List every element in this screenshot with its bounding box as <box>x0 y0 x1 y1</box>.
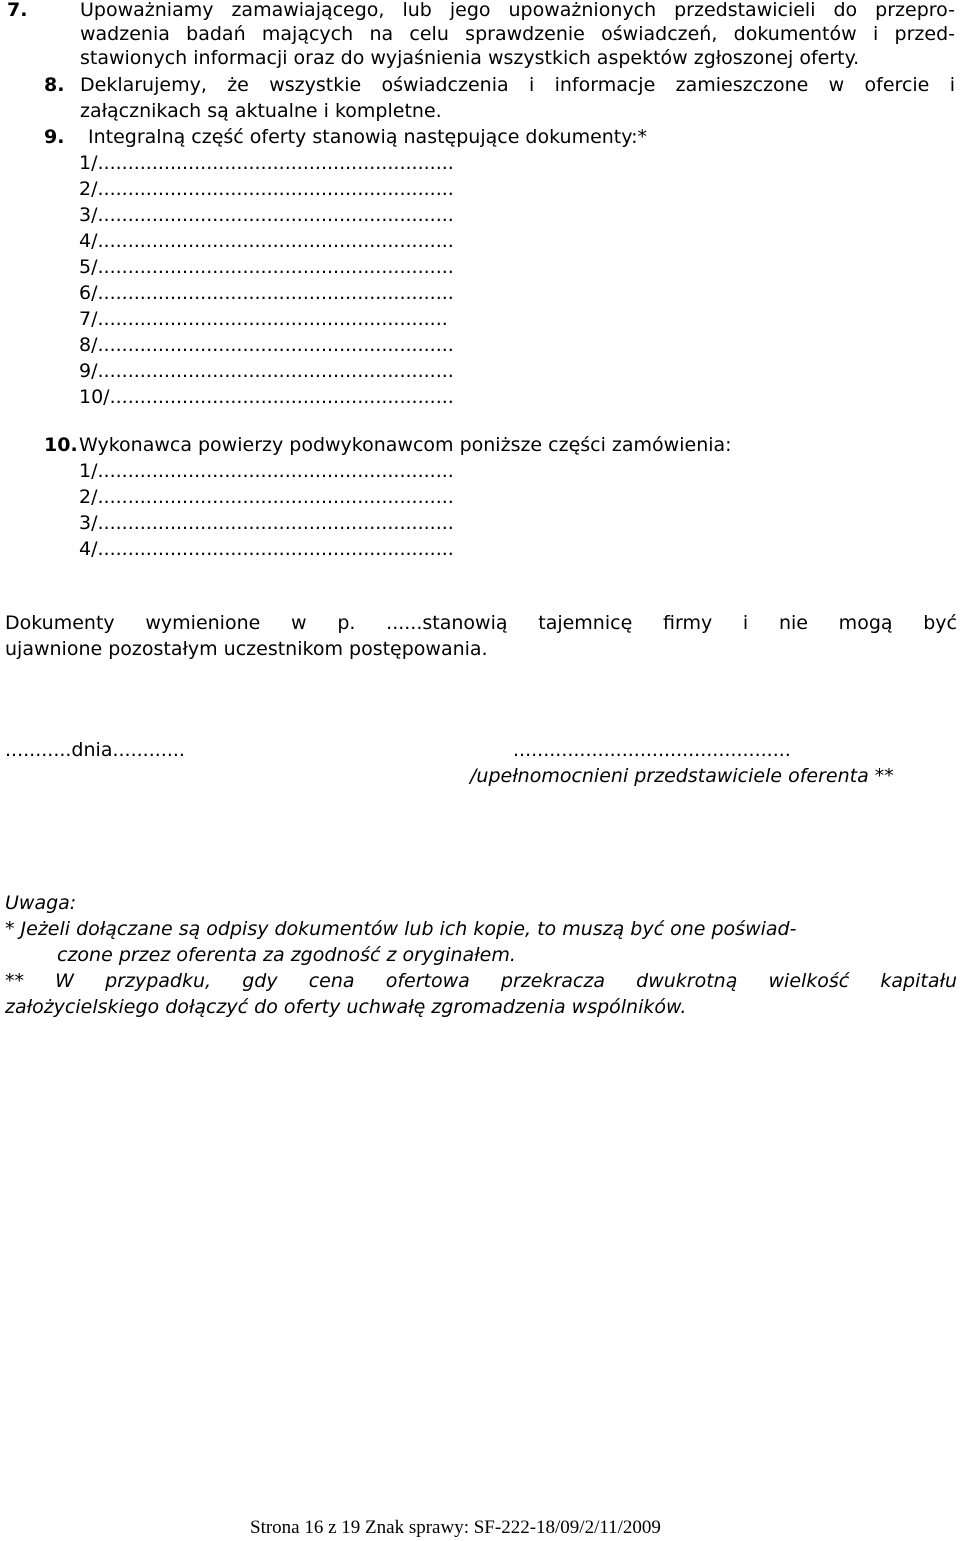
item-7-line-3: stawionych informacji oraz do wyjaśnienia wszystkich aspektów zgłoszonej oferty. <box>80 47 860 69</box>
item-10-entry: 2/........................................................... <box>79 486 454 508</box>
item-9-entry: 8/........................................................... <box>79 334 454 356</box>
item-8-line-1: Deklarujemy, że wszystkie oświadczenia i informacje zamieszczone w ofercie i <box>80 74 955 96</box>
item-10-entry: 3/........................................................... <box>79 512 454 534</box>
notes-heading: Uwaga: <box>5 892 77 914</box>
item-10-heading: Wykonawca powierzy podwykonawcom poniższe części zamówienia: <box>79 434 732 456</box>
item-8-number: 8. <box>44 74 65 96</box>
trade-secret-line-2: ujawnione pozostałym uczestnikom postępowania. <box>5 638 488 660</box>
item-10-entry: 1/........................................................... <box>79 460 454 482</box>
item-10-number: 10. <box>44 434 78 456</box>
item-9-entry: 7/.......................................................... <box>79 308 448 330</box>
note-1-line-2: czone przez oferenta za zgodność z oryginałem. <box>57 944 516 966</box>
item-9-entry: 2/........................................................... <box>79 178 454 200</box>
note-1-line-1: * Jeżeli dołączane są odpisy dokumentów lub ich kopie, to muszą być one poświad- <box>5 918 797 940</box>
item-7-line-1: Upoważniamy zamawiającego, lub jego upoważnionych przedstawicieli do przepro- <box>80 0 955 21</box>
item-9-number: 9. <box>44 126 65 148</box>
page-footer: Strona 16 z 19 Znak sprawy: SF-222-18/09/2/11/2009 <box>250 1517 661 1538</box>
signature-dots: .............................................. <box>513 739 791 761</box>
item-9-entry: 5/........................................................... <box>79 256 454 278</box>
signature-label: /upełnomocnieni przedstawiciele oferenta ** <box>470 765 894 787</box>
item-10-entry: 4/........................................................... <box>79 538 454 560</box>
note-2-line-2: założycielskiego dołączyć do oferty uchwałę zgromadzenia wspólników. <box>5 996 687 1018</box>
note-2-line-1: ** W przypadku, gdy cena ofertowa przekracza dwukrotną wielkość kapitału <box>5 970 957 992</box>
item-9-entry: 6/........................................................... <box>79 282 454 304</box>
item-7-line-2: wadzenia badań mających na celu sprawdzenie oświadczeń, dokumentów i przed- <box>80 23 955 45</box>
item-9-entry: 1/........................................................... <box>79 152 454 174</box>
item-7-number: 7. <box>7 0 28 21</box>
item-9-entry: 9/........................................................... <box>79 360 454 382</box>
item-9-entry: 10/......................................................... <box>79 386 454 408</box>
trade-secret-line-1: Dokumenty wymienione w p. ......stanowią tajemnicę firmy i nie mogą być <box>5 612 957 634</box>
item-8-line-2: załącznikach są aktualne i kompletne. <box>80 100 442 122</box>
item-9-heading: Integralną część oferty stanowią następujące dokumenty:* <box>88 126 648 148</box>
place-date-line: ...........dnia............ <box>5 739 185 761</box>
item-9-entry: 3/........................................................... <box>79 204 454 226</box>
item-9-entry: 4/........................................................... <box>79 230 454 252</box>
